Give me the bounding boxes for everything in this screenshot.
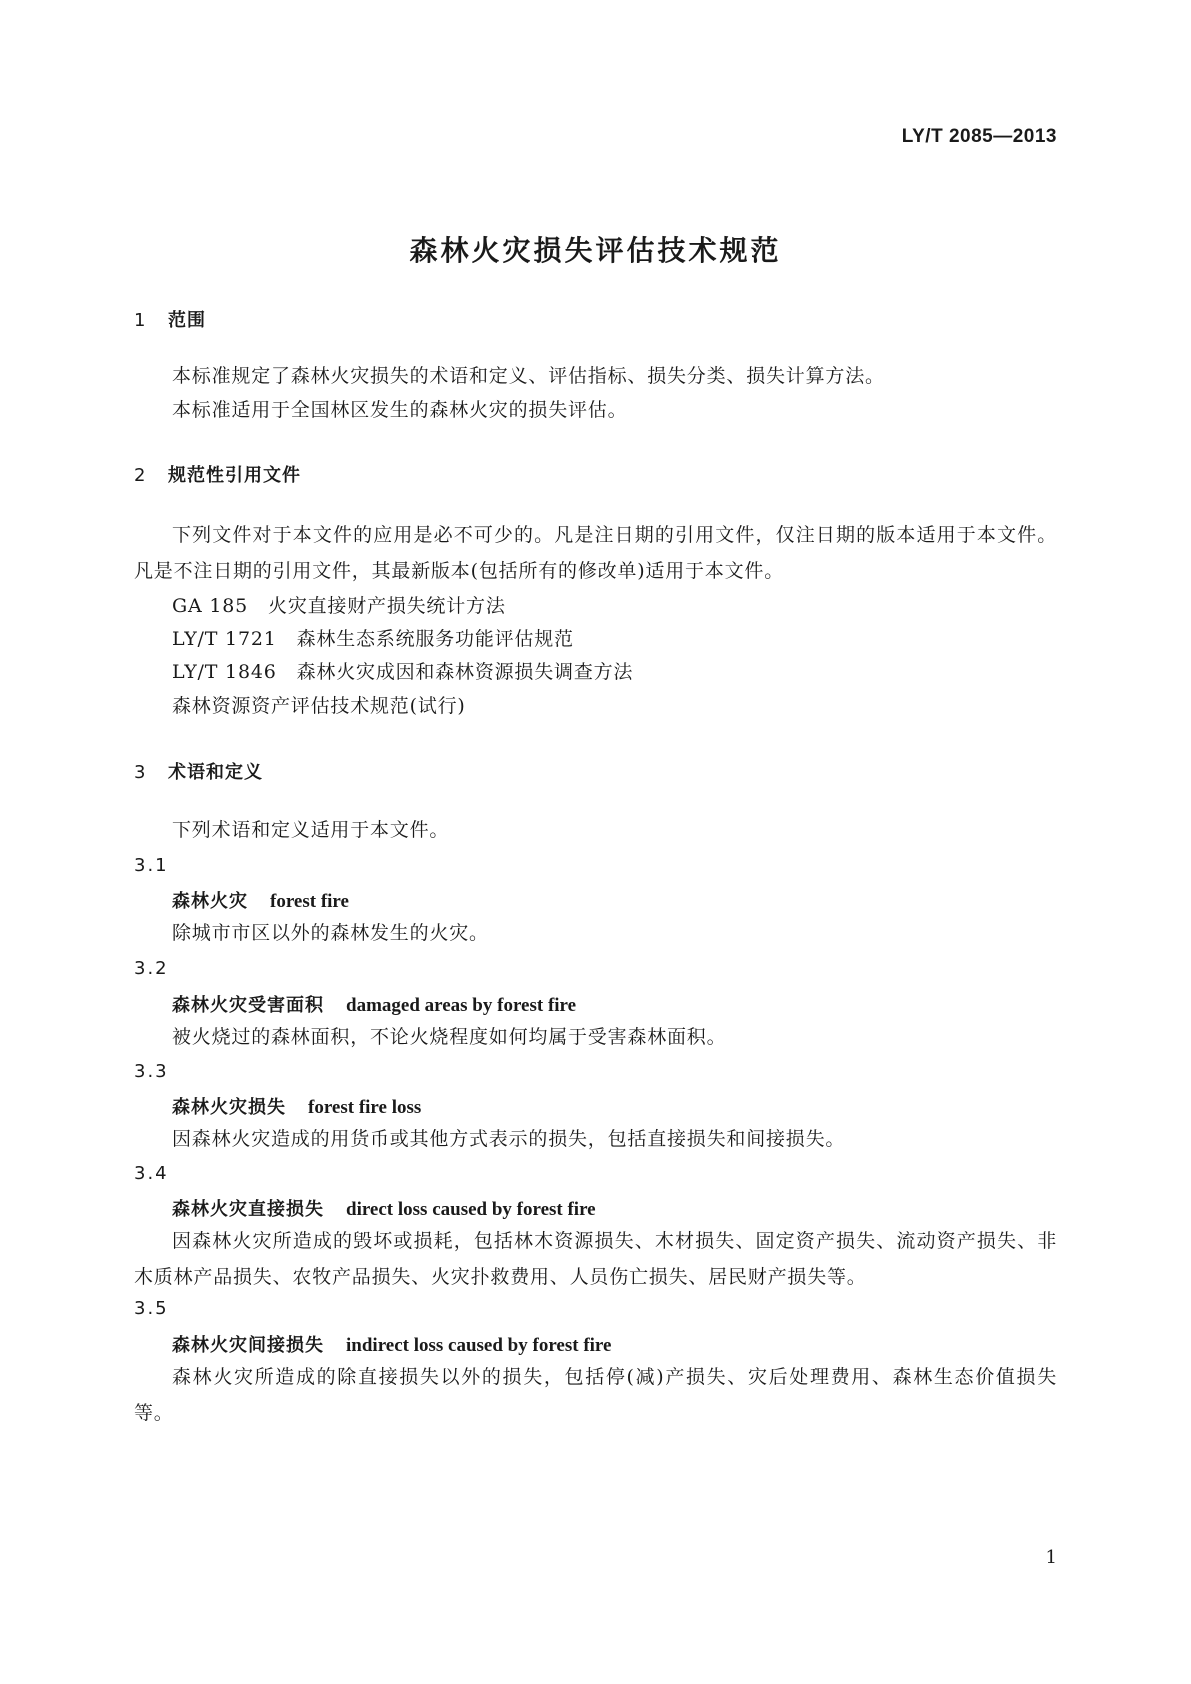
section-2-heading [134, 461, 301, 487]
reference-title: 森林生态系统服务功能评估规范 [296, 628, 574, 650]
term-heading [172, 991, 576, 1017]
reference-item [172, 691, 466, 718]
standard-number: LY/T 2085—2013 [901, 126, 1057, 147]
section-title: 范围 [168, 310, 206, 331]
page-number: 1 [1045, 1547, 1057, 1568]
section-number: 1 [134, 310, 147, 331]
term-definition: 因森林火灾所造成的毁坏或损耗，包括林木资源损失、木材损失、固定资产损失、流动资产损失、非木质林产品损失、农牧产品损失、火灾扑救费用、人员伤亡损失、居民财产损失等。 [134, 1230, 1057, 1288]
paragraph: 下列术语和定义适用于本文件。 [172, 819, 450, 841]
term-en: direct loss caused by forest fire [346, 1199, 596, 1220]
term-zh: 森林火灾受害面积 [172, 995, 324, 1016]
term-definition: 除城市市区以外的森林发生的火灾。 [172, 922, 489, 944]
term-en: forest fire loss [308, 1097, 422, 1118]
term-zh: 森林火灾直接损失 [172, 1199, 324, 1220]
paragraph: 本标准适用于全国林区发生的森林火灾的损失评估。 [172, 399, 628, 421]
section-3-heading [134, 758, 263, 784]
term-zh: 森林火灾损失 [172, 1097, 286, 1118]
term-number: 3.1 [134, 855, 169, 876]
term-number: 3.2 [134, 958, 169, 979]
document-title: 森林火灾损失评估技术规范 [409, 234, 782, 267]
term-heading [172, 1195, 596, 1221]
reference-code: LY/T 1721 [172, 628, 277, 650]
section-number: 2 [134, 465, 147, 486]
reference-title: 森林火灾成因和森林资源损失调查方法 [296, 661, 634, 683]
reference-code: LY/T 1846 [172, 661, 277, 683]
term-definition: 被火烧过的森林面积，不论火烧程度如何均属于受害森林面积。 [172, 1026, 727, 1048]
term-number: 3.4 [134, 1163, 169, 1184]
section-title: 术语和定义 [168, 762, 263, 783]
term-heading [172, 1331, 611, 1357]
term-en: indirect loss caused by forest fire [346, 1335, 612, 1356]
paragraph: 下列文件对于本文件的应用是必不可少的。凡是注日期的引用文件，仅注日期的版本适用于本文件。凡是不注日期的引用文件，其最新版本(包括所有的修改单)适用于本文件。 [134, 524, 1057, 582]
reference-code: GA 185 [172, 595, 249, 617]
reference-title: 森林资源资产评估技术规范(试行) [172, 695, 466, 717]
term-zh: 森林火灾 [172, 891, 248, 912]
term-heading [172, 1093, 421, 1119]
term-en: damaged areas by forest fire [346, 995, 577, 1016]
term-number: 3.3 [134, 1061, 169, 1082]
reference-title: 火灾直接财产损失统计方法 [268, 595, 506, 617]
paragraph: 本标准规定了森林火灾损失的术语和定义、评估指标、损失分类、损失计算方法。 [172, 365, 885, 387]
reference-item [172, 591, 506, 618]
section-1-heading [134, 306, 206, 332]
term-zh: 森林火灾间接损失 [172, 1335, 324, 1356]
reference-item [172, 624, 574, 651]
term-en: forest fire [270, 891, 349, 912]
reference-item [172, 657, 633, 684]
section-title: 规范性引用文件 [168, 465, 301, 486]
term-heading [172, 887, 349, 913]
section-number: 3 [134, 762, 147, 783]
term-number: 3.5 [134, 1298, 169, 1319]
term-definition: 因森林火灾造成的用货币或其他方式表示的损失，包括直接损失和间接损失。 [172, 1128, 846, 1150]
term-definition: 森林火灾所造成的除直接损失以外的损失，包括停(减)产损失、灾后处理费用、森林生态价值损失等。 [134, 1366, 1057, 1424]
